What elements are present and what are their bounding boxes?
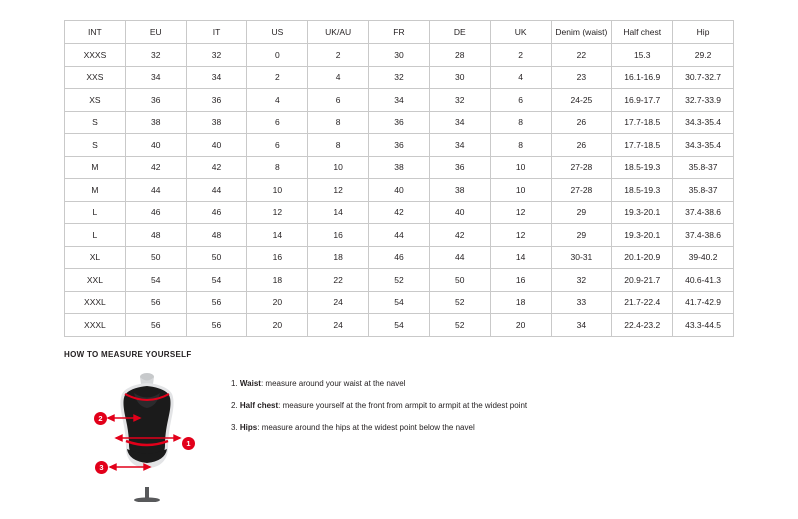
cell-us: 8 [247, 156, 308, 179]
cell-half-chest: 20.1-20.9 [612, 246, 673, 269]
note-text: : measure around your waist at the navel [260, 379, 406, 388]
cell-de: 42 [429, 224, 490, 247]
cell-hip: 35.8-37 [673, 179, 734, 202]
cell-half-chest: 21.7-22.4 [612, 291, 673, 314]
how-to-measure-section [64, 350, 734, 502]
cell-it: 34 [186, 66, 247, 89]
cell-fr: 52 [369, 269, 430, 292]
cell-eu: 50 [125, 246, 186, 269]
cell-it: 36 [186, 89, 247, 112]
cell-eu: 34 [125, 66, 186, 89]
measure-note-waist [231, 379, 527, 390]
cell-denim: 26 [551, 111, 612, 134]
size-chart-header [65, 21, 734, 44]
half-chest-marker: 2 [94, 412, 107, 425]
column-header-half-chest: Half chest [612, 21, 673, 44]
measure-instructions [231, 367, 527, 444]
cell-fr: 46 [369, 246, 430, 269]
cell-int: XL [65, 246, 126, 269]
table-row [65, 156, 734, 179]
mannequin-figure [94, 367, 209, 502]
cell-it: 48 [186, 224, 247, 247]
cell-eu: 36 [125, 89, 186, 112]
table-row [65, 269, 734, 292]
cell-it: 50 [186, 246, 247, 269]
cell-fr: 54 [369, 314, 430, 337]
cell-denim: 24-25 [551, 89, 612, 112]
cell-half-chest: 22.4-23.2 [612, 314, 673, 337]
cell-denim: 29 [551, 224, 612, 247]
cell-fr: 36 [369, 111, 430, 134]
cell-fr: 32 [369, 66, 430, 89]
cell-us: 16 [247, 246, 308, 269]
note-number: 1. [231, 379, 238, 388]
size-chart-table [64, 20, 734, 337]
cell-uk-au: 6 [308, 89, 369, 112]
cell-uk-au: 22 [308, 269, 369, 292]
cell-eu: 48 [125, 224, 186, 247]
cell-int: XXL [65, 269, 126, 292]
cell-it: 42 [186, 156, 247, 179]
cell-denim: 34 [551, 314, 612, 337]
table-row [65, 111, 734, 134]
cell-eu: 42 [125, 156, 186, 179]
table-row [65, 179, 734, 202]
cell-denim: 22 [551, 44, 612, 67]
cell-it: 54 [186, 269, 247, 292]
cell-de: 30 [429, 66, 490, 89]
cell-de: 34 [429, 134, 490, 157]
cell-it: 44 [186, 179, 247, 202]
column-header-eu: EU [125, 21, 186, 44]
cell-uk-au: 24 [308, 314, 369, 337]
cell-int: M [65, 156, 126, 179]
cell-hip: 41.7-42.9 [673, 291, 734, 314]
column-header-uk: UK [490, 21, 551, 44]
cell-hip: 30.7-32.7 [673, 66, 734, 89]
cell-int: S [65, 111, 126, 134]
cell-de: 32 [429, 89, 490, 112]
measure-note-hips [231, 423, 527, 434]
cell-eu: 38 [125, 111, 186, 134]
note-text: : measure around the hips at the widest point below the navel [257, 422, 475, 432]
cell-denim: 27-28 [551, 179, 612, 202]
column-header-hip: Hip [673, 21, 734, 44]
cell-uk: 12 [490, 201, 551, 224]
cell-fr: 38 [369, 156, 430, 179]
cell-uk: 2 [490, 44, 551, 67]
table-row [65, 246, 734, 269]
note-term: Hips [239, 422, 258, 432]
column-header-uk-au: UK/AU [308, 21, 369, 44]
cell-hip: 43.3-44.5 [673, 314, 734, 337]
cell-it: 46 [186, 201, 247, 224]
cell-de: 52 [429, 291, 490, 314]
cell-it: 40 [186, 134, 247, 157]
hips-marker: 3 [95, 461, 108, 474]
waist-marker: 1 [182, 437, 195, 450]
cell-uk-au: 8 [308, 134, 369, 157]
cell-us: 20 [247, 291, 308, 314]
cell-half-chest: 19.3-20.1 [612, 201, 673, 224]
cell-de: 36 [429, 156, 490, 179]
cell-us: 14 [247, 224, 308, 247]
cell-denim: 23 [551, 66, 612, 89]
cell-us: 0 [247, 44, 308, 67]
cell-half-chest: 16.9-17.7 [612, 89, 673, 112]
cell-us: 12 [247, 201, 308, 224]
cell-half-chest: 20.9-21.7 [612, 269, 673, 292]
cell-uk: 12 [490, 224, 551, 247]
cell-hip: 32.7-33.9 [673, 89, 734, 112]
cell-us: 6 [247, 134, 308, 157]
cell-half-chest: 18.5-19.3 [612, 156, 673, 179]
table-row [65, 66, 734, 89]
table-row [65, 224, 734, 247]
cell-fr: 44 [369, 224, 430, 247]
note-term: Waist [239, 379, 261, 388]
cell-eu: 32 [125, 44, 186, 67]
cell-int: XXXL [65, 314, 126, 337]
cell-eu: 56 [125, 314, 186, 337]
cell-de: 50 [429, 269, 490, 292]
cell-hip: 29.2 [673, 44, 734, 67]
table-row [65, 134, 734, 157]
cell-de: 34 [429, 111, 490, 134]
cell-fr: 42 [369, 201, 430, 224]
column-header-int: INT [65, 21, 126, 44]
cell-uk-au: 4 [308, 66, 369, 89]
cell-fr: 34 [369, 89, 430, 112]
table-row [65, 291, 734, 314]
cell-denim: 33 [551, 291, 612, 314]
cell-us: 10 [247, 179, 308, 202]
size-chart-table-wrapper [64, 20, 734, 337]
cell-int: L [65, 201, 126, 224]
mannequin-illustration [94, 367, 209, 502]
cell-denim: 27-28 [551, 156, 612, 179]
table-row [65, 314, 734, 337]
cell-us: 6 [247, 111, 308, 134]
cell-hip: 34.3-35.4 [673, 134, 734, 157]
cell-eu: 46 [125, 201, 186, 224]
cell-fr: 30 [369, 44, 430, 67]
cell-eu: 54 [125, 269, 186, 292]
cell-de: 44 [429, 246, 490, 269]
cell-us: 2 [247, 66, 308, 89]
cell-it: 38 [186, 111, 247, 134]
table-row [65, 44, 734, 67]
cell-uk-au: 24 [308, 291, 369, 314]
cell-uk-au: 16 [308, 224, 369, 247]
cell-uk-au: 12 [308, 179, 369, 202]
how-to-measure-title: HOW TO MEASURE YOURSELF [64, 350, 192, 359]
cell-us: 20 [247, 314, 308, 337]
cell-uk: 8 [490, 134, 551, 157]
cell-int: XXXS [65, 44, 126, 67]
note-text: : measure yourself at the front from armpit to armpit at the widest point [278, 400, 528, 410]
cell-int: XXXL [65, 291, 126, 314]
cell-uk: 14 [490, 246, 551, 269]
cell-fr: 36 [369, 134, 430, 157]
cell-uk: 4 [490, 66, 551, 89]
column-header-us: US [247, 21, 308, 44]
cell-denim: 32 [551, 269, 612, 292]
cell-de: 28 [429, 44, 490, 67]
cell-half-chest: 15.3 [612, 44, 673, 67]
cell-fr: 40 [369, 179, 430, 202]
cell-de: 40 [429, 201, 490, 224]
cell-us: 4 [247, 89, 308, 112]
cell-int: XS [65, 89, 126, 112]
cell-uk: 20 [490, 314, 551, 337]
how-to-measure-body [64, 367, 734, 502]
cell-it: 56 [186, 291, 247, 314]
cell-uk-au: 8 [308, 111, 369, 134]
note-number: 2. [231, 400, 238, 410]
cell-it: 32 [186, 44, 247, 67]
cell-eu: 56 [125, 291, 186, 314]
note-term: Half chest [239, 400, 279, 410]
cell-denim: 29 [551, 201, 612, 224]
cell-uk: 6 [490, 89, 551, 112]
cell-uk-au: 2 [308, 44, 369, 67]
column-header-de: DE [429, 21, 490, 44]
column-header-denim-waist: Denim (waist) [551, 21, 612, 44]
cell-half-chest: 17.7-18.5 [612, 111, 673, 134]
cell-hip: 34.3-35.4 [673, 111, 734, 134]
cell-de: 38 [429, 179, 490, 202]
cell-eu: 40 [125, 134, 186, 157]
cell-int: S [65, 134, 126, 157]
cell-us: 18 [247, 269, 308, 292]
cell-eu: 44 [125, 179, 186, 202]
cell-hip: 40.6-41.3 [673, 269, 734, 292]
cell-fr: 54 [369, 291, 430, 314]
cell-de: 52 [429, 314, 490, 337]
cell-uk-au: 10 [308, 156, 369, 179]
cell-uk-au: 14 [308, 201, 369, 224]
cell-half-chest: 17.7-18.5 [612, 134, 673, 157]
cell-int: XXS [65, 66, 126, 89]
cell-hip: 39-40.2 [673, 246, 734, 269]
cell-uk-au: 18 [308, 246, 369, 269]
measure-note-half-chest [231, 401, 527, 412]
table-row [65, 201, 734, 224]
cell-int: L [65, 224, 126, 247]
size-chart-body [65, 44, 734, 337]
cell-uk: 8 [490, 111, 551, 134]
cell-uk: 10 [490, 156, 551, 179]
cell-denim: 30-31 [551, 246, 612, 269]
cell-it: 56 [186, 314, 247, 337]
cell-denim: 26 [551, 134, 612, 157]
table-header-row [65, 21, 734, 44]
cell-int: M [65, 179, 126, 202]
cell-hip: 37.4-38.6 [673, 201, 734, 224]
column-header-fr: FR [369, 21, 430, 44]
cell-uk: 18 [490, 291, 551, 314]
cell-half-chest: 19.3-20.1 [612, 224, 673, 247]
column-header-it: IT [186, 21, 247, 44]
cell-half-chest: 18.5-19.3 [612, 179, 673, 202]
note-number: 3. [231, 422, 238, 432]
table-row [65, 89, 734, 112]
cell-half-chest: 16.1-16.9 [612, 66, 673, 89]
cell-hip: 37.4-38.6 [673, 224, 734, 247]
cell-uk: 10 [490, 179, 551, 202]
cell-hip: 35.8-37 [673, 156, 734, 179]
cell-uk: 16 [490, 269, 551, 292]
